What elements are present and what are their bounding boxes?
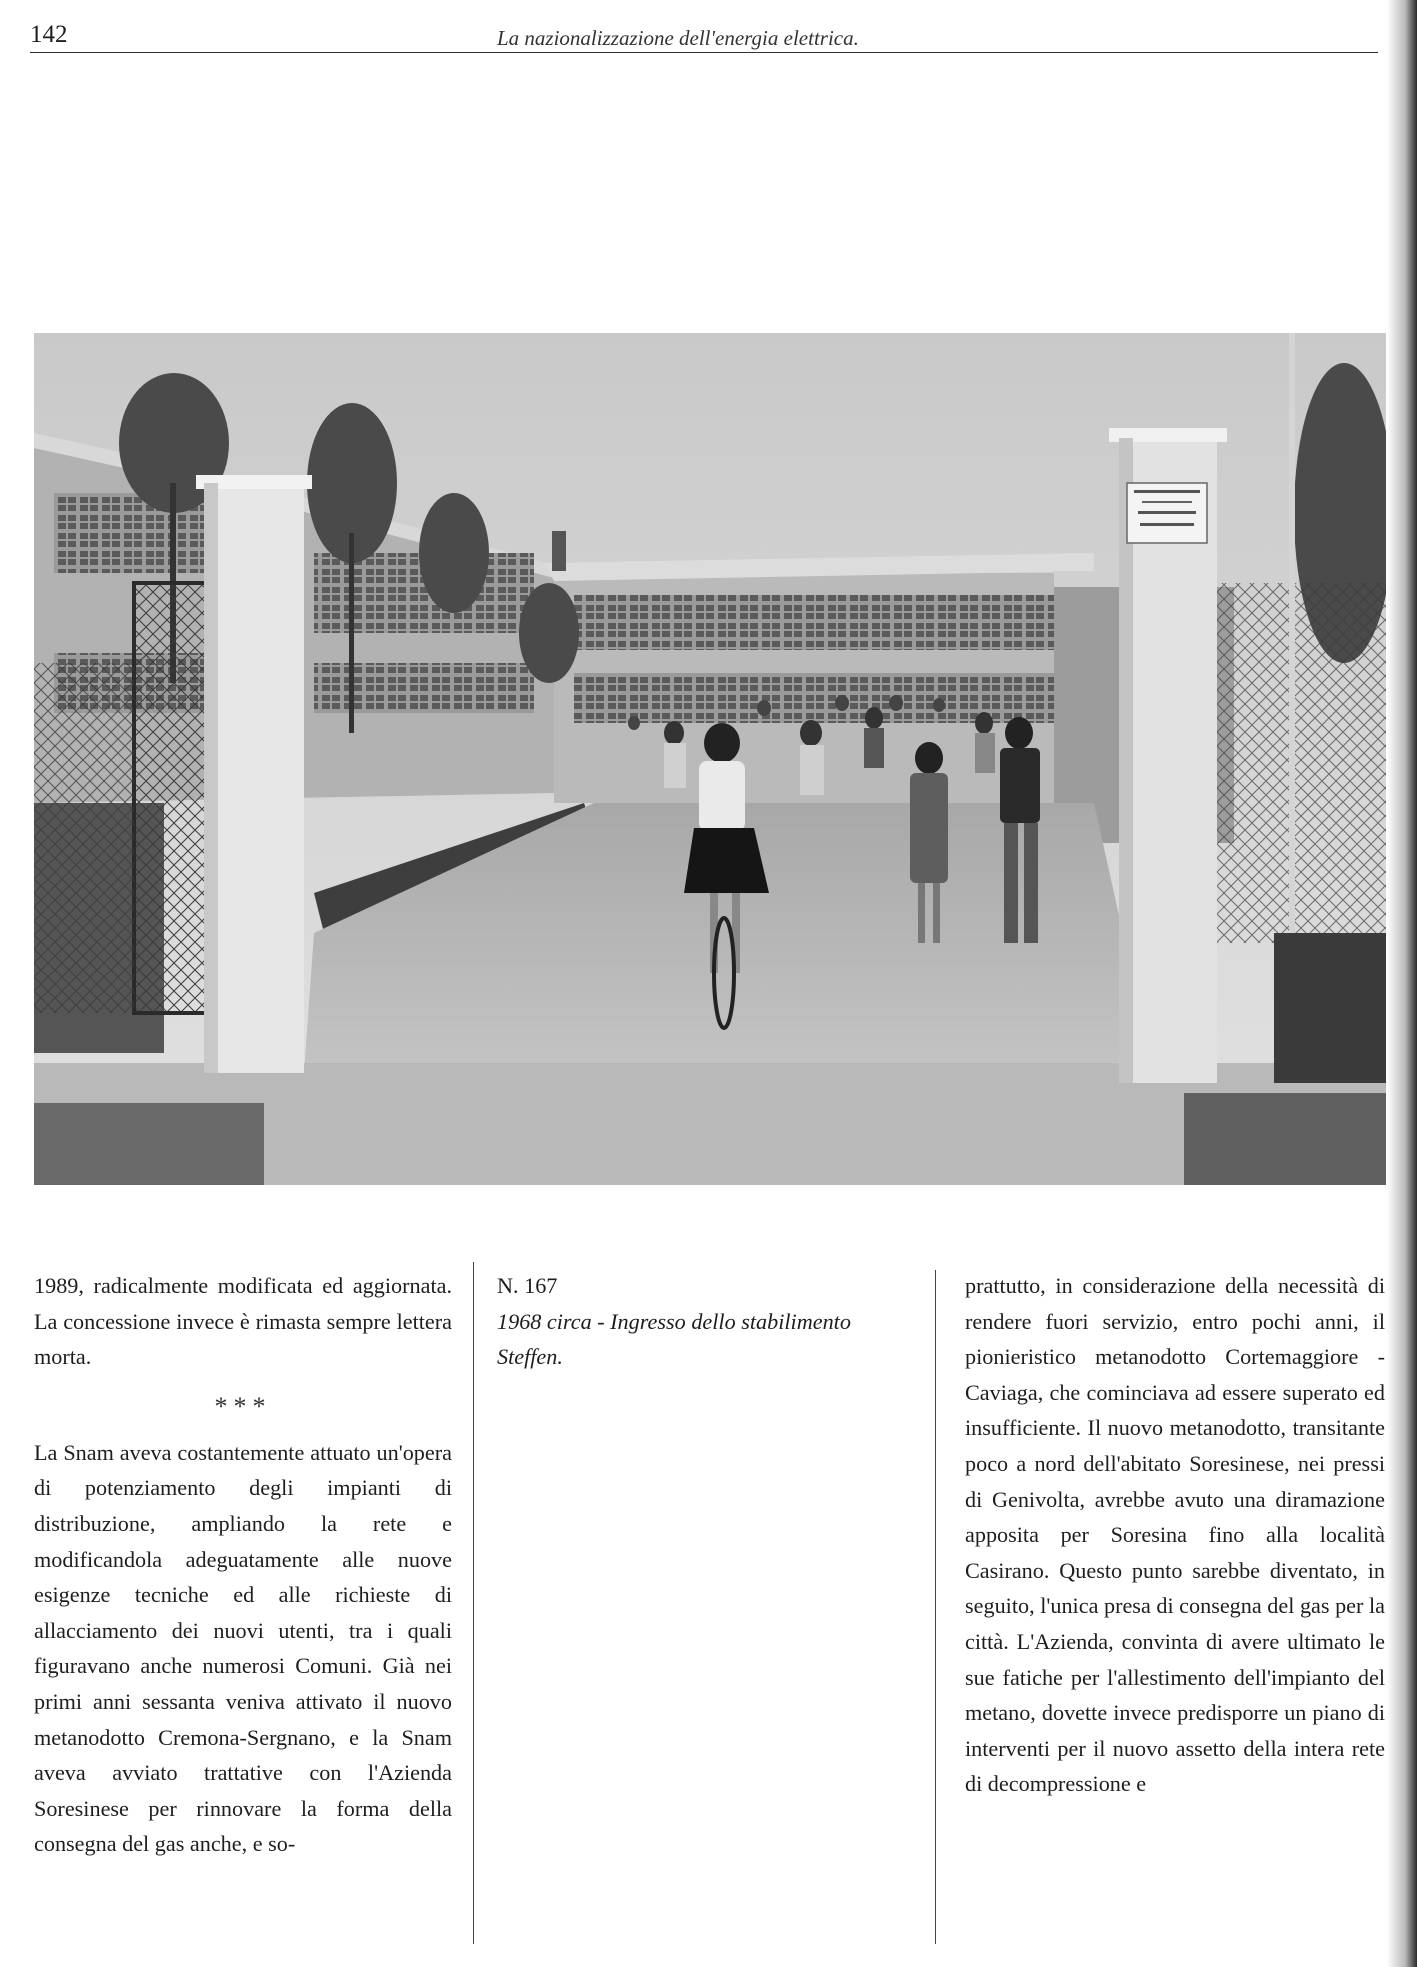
page-edge-shadow bbox=[1387, 0, 1417, 1967]
figure-caption-column bbox=[497, 1268, 857, 1375]
page-number: 142 bbox=[30, 21, 68, 48]
factory-entrance-photo bbox=[34, 333, 1386, 1185]
figure-number: N. 167 bbox=[497, 1273, 558, 1298]
paragraph-snam: La Snam aveva costantemente attuato un'opera di potenziamento degli impianti di distribuzione, ampliando la rete e modificandola adeguatamente alle nuove esigenze tecniche ed alle richieste di allacciamento dei nuovi utenti, tra i quali figuravano anche numerosi Comuni. Già nei primi anni sessanta veniva attivato il nuovo metanodotto Cremona-Sergnano, e la Snam aveva avviato trattative con l'Azienda Soresinese per rinnovare la forma della consegna del gas anche, e so- bbox=[34, 1439, 452, 1857]
text-column-left bbox=[34, 1268, 452, 1862]
column-rule-left bbox=[473, 1262, 474, 1944]
paragraph-continued: 1989, radicalmente modificata ed aggiornata. La concessione invece è rimasta sempre lettera morta. bbox=[34, 1273, 452, 1370]
column-rule-right bbox=[935, 1270, 936, 1944]
paragraph-metanodotto: prattutto, in considerazione della necessità di rendere fuori servizio, entro pochi anni, il pionieristico metanodotto Cortemaggiore - Caviaga, che cominciava ad essere superato ed insufficiente. Il nuovo metanodotto, transitante poco a nord dell'abitato Soresinese, nei pressi di Genivolta, avrebbe avuto una diramazione apposita per Soresina fino alla località Casirano. Questo punto sarebbe diventato, in seguito, l'unica presa di consegna del gas per la città. L'Azienda, convinta di avere ultimato le sue fatiche per l'allestimento dell'impianto del metano, dovette invece predisporre un piano di interventi per il nuovo assetto della intera rete di decompressione e bbox=[965, 1273, 1385, 1797]
header-rule bbox=[30, 52, 1378, 53]
text-column-right bbox=[965, 1268, 1385, 1802]
section-separator: *** bbox=[214, 1391, 272, 1421]
running-title: La nazionalizzazione dell'energia elettrica. bbox=[497, 26, 859, 50]
figure-caption: 1968 circa - Ingresso dello stabilimento Steffen. bbox=[497, 1308, 851, 1370]
